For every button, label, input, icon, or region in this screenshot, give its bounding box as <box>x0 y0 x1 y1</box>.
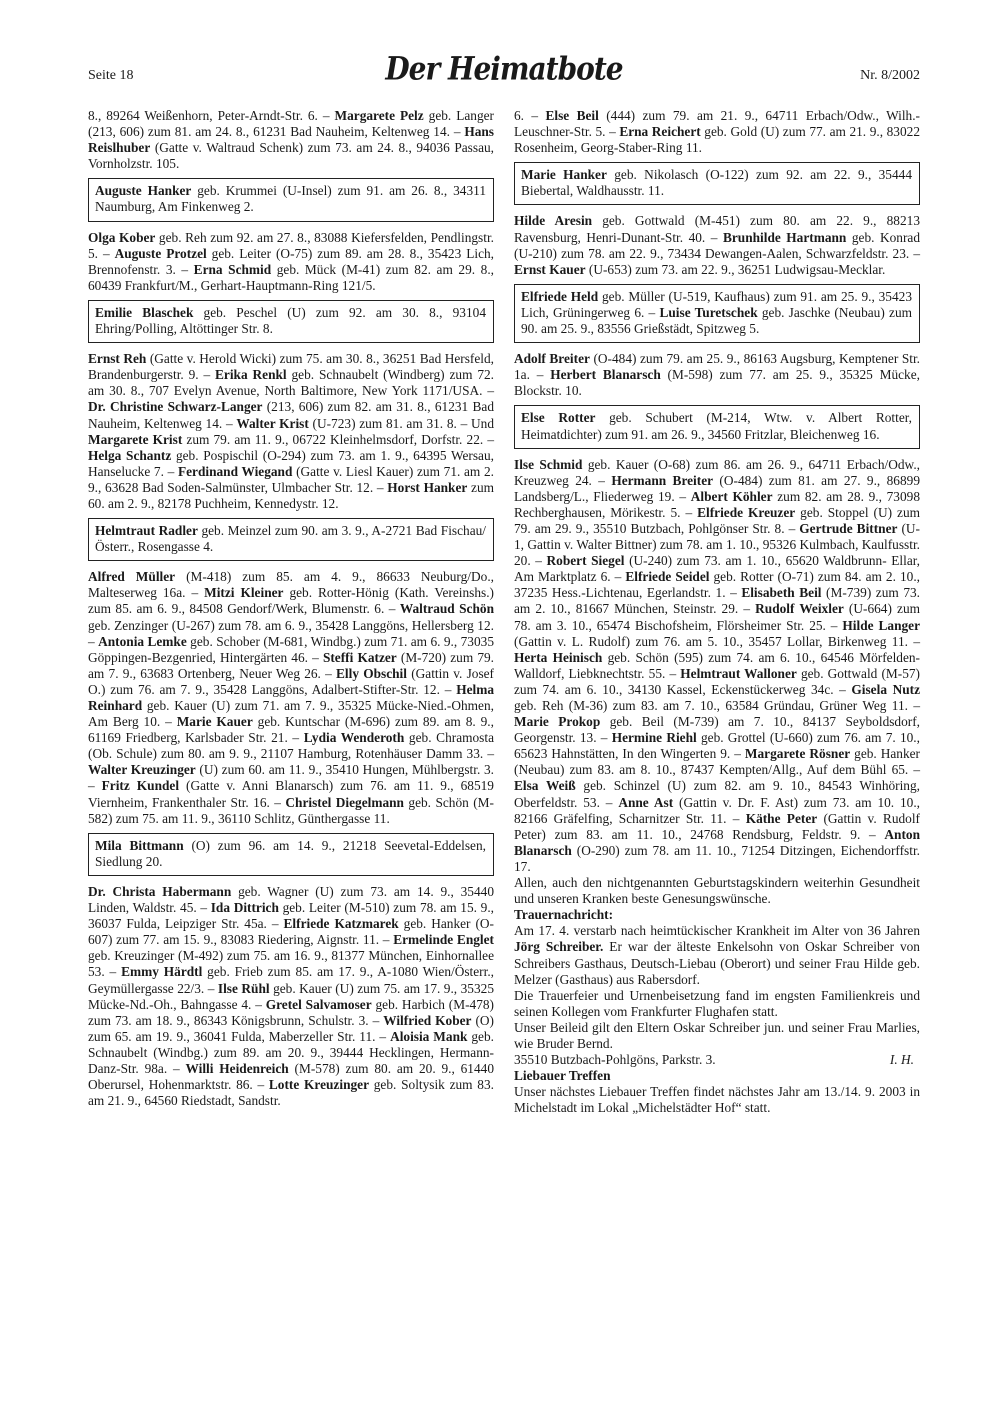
person-name: Lotte Kreuzinger <box>268 1077 370 1093</box>
person-name: Marie Kauer <box>176 714 253 730</box>
text-run: geb. Rotter-Hönig (Kath. Vereinshs.) zum 85. am 6. 9., 84508 Gendorf/Werk, Blumenstr. 6. – <box>88 585 494 617</box>
person-name: Else Beil <box>545 108 599 123</box>
text-run: geb. Schön (M-582) zum 75. am 11. 9., 36110 Schlitz, Günthergasse 11. <box>88 794 494 826</box>
person-name: Christel Diegelmann <box>285 794 404 810</box>
person-name: Willi Heidenreich <box>185 1060 289 1076</box>
page-header <box>88 49 920 92</box>
person-name: Ilse Schmid <box>514 456 583 472</box>
text-run: (Gattin v. Rudolf Peter) zum 83. am 11. 10., 24768 Rendsburg, Feldstr. 9. – <box>514 810 920 842</box>
person-name: Erna Reichert <box>619 124 701 140</box>
person-name: Fritz Kundel <box>101 778 180 794</box>
person-name: Elfriede Katzmarek <box>283 916 399 932</box>
person-name: Marie Prokop <box>514 714 601 730</box>
person-name: Elfriede Seidel <box>625 569 710 585</box>
highlight-box <box>514 162 920 205</box>
person-name: Helmtraut Radler <box>95 523 198 539</box>
text-paragraph <box>514 988 920 1020</box>
text-run: geb. Schinzel (U) zum 82. am 9. 10., 84543 Winhöring, Oberfeldstr. 53. – <box>514 778 920 810</box>
text-run: I. H. <box>889 1052 914 1068</box>
text-run: 6. – <box>514 108 546 123</box>
person-name: Auguste Protzel <box>114 245 207 261</box>
person-name: Antonia Lemke <box>98 633 187 649</box>
text-run: (U-664) zum 78. am 3. 10., 65474 Bischofsheim, Flörsheimer Str. 25. – <box>514 601 920 633</box>
text-run: geb. Grottel (U-660) zum 76. am 7. 10., 65623 Hahnstätten, In den Wingerten 9. – <box>514 730 920 762</box>
person-name: Elisabeth Beil <box>741 585 822 601</box>
section-heading <box>514 1068 920 1084</box>
text-run: (O-290) zum 78. am 11. 10., 71254 Ditzingen, Eichendorffstr. 17. <box>514 842 920 874</box>
text-run: (O-484) zum 81. am 27. 9., 86899 Landsberg/L., Fliederweg 19. – <box>514 472 920 504</box>
text-run: geb. Wagner (U) zum 73. am 14. 9., 35440 Linden, Waldstr. 45. – <box>88 883 494 916</box>
text-run: (Gattin v. L. Rudolf) zum 76. am 5. 10., 35457 Lollar, Birkenweg 11. – <box>514 633 920 649</box>
person-name: Ilse Rühl <box>217 980 270 996</box>
person-name: Helga Schantz <box>88 447 172 463</box>
text-run: geb. Leiter (O-75) zum 89. am 28. 8., 35423 Lich, Brennofenstr. 3. – <box>88 245 494 277</box>
text-run: Allen, auch den nichtgenannten Geburtstagskindern weiterhin Gesundheit und unseren Kranken beste Genesungswünsche. <box>514 875 920 907</box>
person-name: Ida Dittrich <box>210 900 279 916</box>
text-run: geb. Schubert (M-214, Wtw. v. Albert Rotter, Heimatdichter) zum 91. am 26. 9., 34560 Fritzlar, Bleichenweg 16. <box>521 410 912 442</box>
person-name: Brunhilde Hartmann <box>722 229 847 245</box>
person-name: Anne Ast <box>618 794 674 810</box>
text-run: (O) zum 65. am 19. 9., 36041 Fulda, Maberzeller Str. 11. – <box>88 1012 494 1044</box>
text-run: (U) zum 60. am 11. 9., 35410 Hungen, Mühlbergstr. 3. – <box>88 762 494 794</box>
person-name: Wilfried Kober <box>383 1012 472 1028</box>
person-name: Jörg Schreiber. <box>514 939 604 955</box>
text-run: geb. Meinzel zum 90. am 3. 9., A-2721 Bad Fischau/Österr., Rosengasse 4. <box>95 523 486 555</box>
person-name: Elfriede Kreuzer <box>697 504 796 520</box>
person-name: Dr. Christine Schwarz-Langer <box>88 399 263 415</box>
text-run: (Gatte v. Herold Wicki) zum 75. am 30. 8., 36251 Bad Hersfeld, Brandenburgerstr. 9. – <box>88 351 494 383</box>
text-run: geb. Leiter (M-510) zum 78. am 15. 9., 36037 Fulda, Leipziger Str. 45a. – <box>88 900 494 932</box>
text-run: geb. Schön (595) zum 74. am 6. 10., 64546 Mörfelden-Walldorf, Liebknechtstr. 55. – <box>514 649 920 681</box>
text-run: geb. Müller (U-519, Kaufhaus) zum 91. am 25. 9., 35423 Lich, Grüningerweg 6. – <box>521 288 912 320</box>
text-run: geb. Kauer (U) zum 75. am 17. 9., 35325 Mücke-Nd.-Oh., Bahngasse 4. – <box>88 980 494 1012</box>
text-paragraph <box>514 1020 920 1052</box>
highlight-box <box>88 833 494 876</box>
person-name: Margarete Krist <box>88 431 183 447</box>
person-name: Gertrude Bittner <box>799 520 898 536</box>
person-name: Hans Reislhuber <box>88 124 494 156</box>
person-name: Walter Krist <box>236 415 309 431</box>
text-run: (O-484) zum 79. am 25. 9., 86163 Augsburg, Kemptener Str. 1a. – <box>514 351 921 383</box>
person-name: Gretel Salvamoser <box>265 996 372 1012</box>
text-run: (O) zum 96. am 14. 9., 21218 Seevetal-Eddelsen, Siedlung 20. <box>95 837 486 869</box>
person-name: Ferdinand Wiegand <box>177 463 293 479</box>
text-run: geb. Zenzinger (U-267) zum 78. am 6. 9., 35428 Langgöns, Hellersberg 12. – <box>88 617 494 649</box>
highlight-box <box>514 405 920 448</box>
text-paragraph <box>514 457 920 875</box>
person-name: Waltraud Schön <box>399 601 494 617</box>
text-run: geb. Pospischil (O-294) zum 73. am 1. 9., 64395 Wersau, Hanselucke 7. – <box>88 447 494 479</box>
text-run: Unser nächstes Liebauer Treffen findet nächstes Jahr am 13./14. 9. 2003 in Michelstadt im Lokal „Michelstädter Hof“ statt. <box>514 1084 920 1116</box>
highlight-box <box>88 178 494 221</box>
text-run: Am 17. 4. verstarb nach heimtückischer Krankheit im Alter von 36 Jahren <box>514 923 920 939</box>
text-run: 8., 89264 Weißenhorn, Peter-Arndt-Str. 6. – <box>88 108 335 123</box>
person-name: Ernst Reh <box>88 351 147 367</box>
highlight-box <box>88 300 494 343</box>
person-name: Hermine Riehl <box>611 730 697 746</box>
person-name: Auguste Hanker <box>95 183 192 199</box>
text-run: geb. Kreuzinger (M-492) zum 75. am 16. 9., 81377 München, Einhornallee 53. – <box>88 948 494 980</box>
person-name: Horst Hanker <box>387 479 468 495</box>
person-name: Elfriede Held <box>521 288 599 304</box>
person-name: Ernst Kauer <box>514 261 586 277</box>
text-run: geb. Konrad (U-210) zum 78. am 22. 9., 73434 Dewangen-Aalen, Schwarzfeldstr. 23. – <box>514 229 920 261</box>
text-run: (M-418) zum 85. am 4. 9., 86633 Neuburg/Do., Malteserweg 16a. – <box>88 569 494 601</box>
person-name: Alfred Müller <box>88 569 176 585</box>
text-run: geb. Harbich (M-478) zum 73. am 18. 9., 86343 Königsbrunn, Schulstr. 3. – <box>88 996 494 1028</box>
text-paragraph <box>88 569 494 827</box>
text-run: Er war der älteste Enkelsohn von Oskar Schreiber von Schreibers Gasthaus, Deutsch-Liebau (Oberort) und seiner Frau Hilde geb. Melzer (Gasthaus) aus Rabersdorf. <box>514 939 920 987</box>
person-name: Emmy Härdtl <box>121 964 203 980</box>
person-name: Gisela Nutz <box>851 681 920 697</box>
text-run: (213, 606) zum 82. am 31. 8., 61231 Bad Nauheim, Keltenweg 14. – <box>88 399 494 431</box>
text-run: geb. Gottwald (M-57) zum 74. am 6. 10., 34130 Kassel, Eckenstückerweg 34c. – <box>514 665 920 697</box>
person-name: Hilde Langer <box>842 617 921 633</box>
text-run: geb. Kauer (O-68) zum 86. am 26. 9., 64711 Erbach/Odw., Kreuzweg 24. – <box>514 456 920 488</box>
person-name: Liebauer Treffen <box>514 1068 611 1084</box>
person-name: Trauernachricht: <box>514 907 614 923</box>
person-name: Margarete Pelz <box>334 108 424 123</box>
text-run: geb. Nikolasch (O-122) zum 92. am 22. 9., 35444 Biebertal, Waldhausstr. 11. <box>521 167 912 199</box>
text-run: geb. Frieb zum 85. am 17. 9., A-1080 Wien/Österr., Geymüllergasse 22/3. – <box>88 964 494 996</box>
text-run: (M-598) zum 77. am 25. 9., 35325 Mücke, Blockstr. 10. <box>514 367 920 399</box>
text-run: geb. Soltysik zum 83. am 21. 9., 64560 Riedstadt, Sandstr. <box>88 1077 494 1109</box>
text-run: (U-240) zum 73. am 1. 10., 65620 Waldbrunn- Ellar, Am Marktplatz 6. – <box>514 553 920 585</box>
section-heading <box>514 907 920 923</box>
text-run: (Gatte v. Waltraud Schenk) zum 73. am 24. 8., 94036 Passau, Vornholzstr. 105. <box>88 140 494 172</box>
text-paragraph <box>88 230 494 294</box>
text-run: 35510 Butzbach-Pohlgöns, Parkstr. 3. <box>514 1052 716 1068</box>
text-paragraph <box>514 923 920 987</box>
person-name: Helma Reinhard <box>88 681 494 713</box>
text-paragraph <box>88 884 494 1109</box>
text-run: geb. Kauer (U) zum 71. am 7. 9., 35325 Mücke-Nied.-Ohmen, Am Berg 10. – <box>88 698 494 730</box>
text-run: geb. Kuntschar (M-696) zum 89. am 8. 9., 61169 Friedberg, Karlsbader Str. 21. – <box>88 714 494 746</box>
text-run: zum 82. am 28. 9., 73098 Rechberghausen, Mörikestr. 5. – <box>514 488 920 520</box>
text-run: geb. Mück (M-41) zum 82. am 29. 8., 60439 Frankfurt/M., Gerhart-Hauptmann-Ring 121/5. <box>88 261 494 293</box>
person-name: Elsa Weiß <box>514 778 576 794</box>
person-name: Aloisia Mank <box>390 1028 468 1044</box>
person-name: Mila Bittmann <box>95 837 184 853</box>
text-run: (Gatte v. Liesl Kauer) zum 71. am 2. 9., 63628 Bad Soden-Salmünster, Ulmbacher Str. 12. – <box>88 463 494 495</box>
person-name: Dr. Christa Habermann <box>88 883 232 899</box>
person-name: Margarete Rösner <box>744 746 851 762</box>
text-run: zum 79. am 11. 9., 06722 Kleinhelmsdorf, Dorfstr. 22. – <box>182 431 494 447</box>
person-name: Walter Kreuzinger <box>88 762 196 778</box>
person-name: Luise Turetschek <box>659 304 758 320</box>
issue-number: Nr. 8/2002 <box>860 68 920 83</box>
text-run: (Gattin v. Dr. F. Ast) zum 73. am 10. 10., 82166 Gräfelfing, Scharnitzer Str. 11. – <box>514 794 921 826</box>
person-name: Helmtraut Walloner <box>680 665 797 681</box>
text-run: geb. Schnaubelt (Windbg.) zum 89. am 20. 9., 39444 Hecklingen, Hermann-Danz-Str. 98a. – <box>88 1028 494 1076</box>
person-name: Rudolf Weixler <box>755 601 844 617</box>
text-run: Unser Beileid gilt den Eltern Oskar Schreiber jun. und seiner Frau Marlies, wie Bruder Bernd. <box>514 1019 920 1051</box>
person-name: Else Rotter <box>521 410 596 426</box>
text-run: (U-1, Gattin v. Walter Bittner) zum 78. am 1. 10., 95326 Kulmbach, Kaulfusstr. 20. – <box>514 520 920 569</box>
person-name: Herta Heinisch <box>514 649 603 665</box>
left-column <box>88 108 494 1109</box>
person-name: Steffi Katzer <box>322 649 397 665</box>
text-run: geb. Hanker (Neubau) zum 83. am 8. 10., 87437 Kempten/Allg., Auf dem Bühl 65. – <box>514 746 921 778</box>
text-paragraph <box>514 351 920 399</box>
person-name: Anton Blanarsch <box>514 826 920 858</box>
text-paragraph <box>514 108 920 156</box>
person-name: Elly Obschil <box>336 665 407 681</box>
text-run: geb. Gottwald (M-451) zum 80. am 22. 9., 88213 Ravensburg, Henri-Dunant-Str. 40. – <box>514 213 920 245</box>
person-name: Adolf Breiter <box>514 351 590 367</box>
text-paragraph <box>514 875 920 907</box>
person-name: Erna Schmid <box>193 261 272 277</box>
right-column <box>514 108 920 1116</box>
person-name: Hermann Breiter <box>611 472 714 488</box>
text-run: geb. Langer (213, 606) zum 81. am 24. 8., 61231 Bad Nauheim, Keltenweg 14. – <box>88 108 495 140</box>
text-paragraph <box>514 1084 920 1116</box>
person-name: Robert Siegel <box>546 553 625 569</box>
text-run: geb. Reh (M-36) zum 83. am 7. 10., 63584 Gründau, Grüner Weg 11. – <box>514 698 920 713</box>
text-run: zum 60. am 2. 9., 82178 Puchheim, Kennedystr. 12. <box>88 479 495 511</box>
person-name: Olga Kober <box>88 229 156 245</box>
text-run: geb. Rotter (O-71) zum 84. am 2. 10., 37235 Hess.-Lichtenau, Egerlandstr. 1. – <box>514 569 920 601</box>
signature-line <box>514 1052 920 1068</box>
text-run: geb. Beil (M-739) am 7. 10., 84137 Seyboldsdorf, Georgenstr. 13. – <box>514 714 920 746</box>
text-paragraph <box>514 213 920 277</box>
person-name: Marie Hanker <box>521 167 607 183</box>
text-run: (Gattin v. Josef O.) zum 76. am 7. 9., 35428 Langgöns, Adalbert-Stifter-Str. 12. – <box>88 665 495 697</box>
text-run: (M-578) zum 80. am 20. 9., 61440 Oberursel, Hohenmarktstr. 86. – <box>88 1060 494 1093</box>
masthead-title: Der Heimatbote <box>385 49 623 88</box>
text-run: geb. Jaschke (Neubau) zum 90. am 25. 9., 83556 Grießstädt, Spitzweg 5. <box>521 304 912 337</box>
text-run: geb. Stoppel (U) zum 79. am 29. 9., 35510 Butzbach, Pohlgönser Str. 8. – <box>514 504 920 536</box>
text-paragraph <box>88 108 494 172</box>
page-number: Seite 18 <box>88 68 134 83</box>
text-run: geb. Schober (M-681, Windbg.) zum 71. am 6. 9., 73035 Göppingen-Bezgenried, Hintergärten 46. – <box>88 633 494 665</box>
text-run: (U-723) zum 81. am 31. 8. – Und <box>308 415 495 431</box>
highlight-box <box>514 284 920 343</box>
person-name: Lydia Wenderoth <box>303 730 405 746</box>
person-name: Mitzi Kleiner <box>204 585 284 601</box>
text-run: geb. Chramosta (Ob. Schule) zum 80. am 9. 9., 21107 Hamburg, Rotenhäuser Damm 33. – <box>88 730 494 762</box>
text-run: (Gatte v. Anni Blanarsch) zum 76. am 11. 9., 68519 Viernheim, Frankenthaler Str. 16. – <box>88 778 494 810</box>
text-paragraph <box>88 351 494 512</box>
highlight-box <box>88 518 494 561</box>
person-name: Hilde Aresin <box>514 213 593 229</box>
text-run: Die Trauerfeier und Urnenbeisetzung fand im engsten Familienkreis und seinen Kollegen vom Frankfurter Flughafen statt. <box>514 987 920 1019</box>
text-run: (M-739) zum 73. am 2. 10., 81667 München, Steinstr. 29. – <box>514 585 921 617</box>
text-run: geb. Krummei (U-Insel) zum 91. am 26. 8., 34311 Naumburg, Am Finkenweg 2. <box>95 183 486 215</box>
person-name: Erika Renkl <box>215 367 287 383</box>
text-run: (444) zum 79. am 21. 9., 64711 Erbach/Odw., Wilh.-Leuschner-Str. 5. – <box>514 108 921 140</box>
person-name: Käthe Peter <box>745 810 818 826</box>
person-name: Herbert Blanarsch <box>550 367 661 383</box>
person-name: Albert Köhler <box>690 488 773 504</box>
text-run: geb. Gold (U) zum 77. am 21. 9., 83022 Rosenheim, Georg-Staber-Ring 11. <box>514 124 920 156</box>
text-run: geb. Hanker (O-607) zum 77. am 15. 9., 83083 Riedering, Aignstr. 11. – <box>88 916 494 948</box>
text-run: geb. Schnaubelt (Windberg) zum 72. am 30. 8., 707 Evelyn Avenue, North Baltimore, New York 1171/USA. – <box>88 367 494 399</box>
text-run: geb. Peschel (U) zum 92. am 30. 8., 93104 Ehring/Polling, Altöttinger Str. 8. <box>95 304 486 337</box>
text-run: geb. Reh zum 92. am 27. 8., 83088 Kiefersfelden, Pendlingstr. 5. – <box>88 229 494 261</box>
person-name: Emilie Blaschek <box>95 304 194 320</box>
text-run: (M-720) zum 79. am 7. 9., 63683 Ortenberg, Neuer Weg 26. – <box>88 649 495 681</box>
text-run: (U-653) zum 73. am 22. 9., 36251 Ludwigsau-Mecklar. <box>585 261 886 277</box>
person-name: Ermelinde Englet <box>393 932 494 948</box>
